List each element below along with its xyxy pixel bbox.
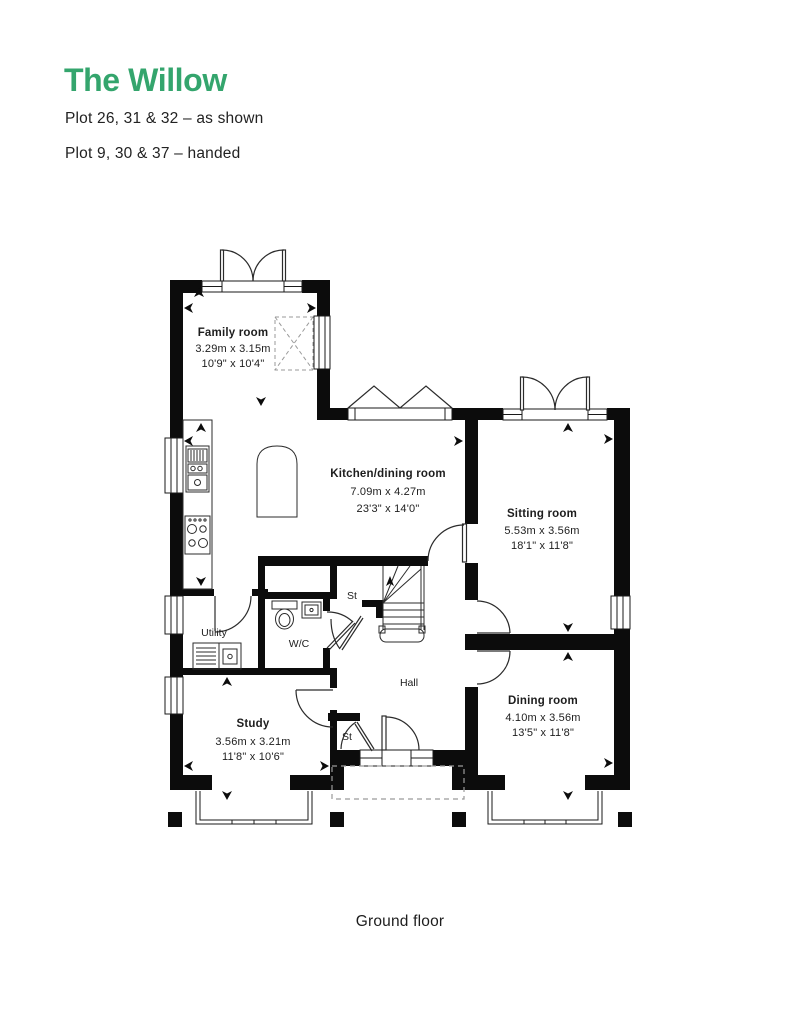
- family-room-name: Family room: [197, 327, 269, 339]
- hob: [185, 516, 210, 554]
- study-door: [296, 690, 333, 727]
- page-title: The Willow: [64, 62, 227, 98]
- store-lower-label: St: [342, 731, 352, 743]
- study-room-name: Study: [236, 718, 270, 730]
- kitchen-sink: [186, 446, 209, 492]
- basin: [302, 602, 321, 618]
- kitchen-room-name: Kitchen/dining room: [330, 468, 446, 480]
- skylight: [275, 317, 313, 370]
- kitchen-room-metric: 7.09m x 4.27m: [350, 486, 426, 498]
- left-wall-window-utility: [165, 596, 183, 634]
- porch: [168, 766, 632, 827]
- kitchen-island: [257, 446, 297, 517]
- family-french-doors: [221, 250, 286, 281]
- sitting-door: [477, 601, 510, 633]
- right-wall-window-sitting: [611, 596, 630, 629]
- bifold-door-zigzag: [348, 386, 452, 408]
- dining-room-imperial: 13'5" x 11'8": [511, 727, 575, 739]
- study-room-metric: 3.56m x 3.21m: [215, 736, 291, 748]
- utility-label: Utility: [201, 627, 227, 639]
- dining-room-name: Dining room: [508, 695, 578, 707]
- doors: [215, 250, 590, 751]
- family-room-metric: 3.29m x 3.15m: [195, 343, 271, 355]
- kitchen-door: [428, 524, 467, 562]
- front-door-panel: [360, 750, 433, 766]
- stairs: [379, 566, 425, 642]
- utility-sink: [193, 643, 241, 669]
- porch-pillar: [168, 812, 182, 827]
- wc-label: W/C: [288, 638, 310, 650]
- store-upper-door: [331, 616, 363, 650]
- porch-canopy-outline: [332, 766, 464, 799]
- sitting-room-name: Sitting room: [506, 508, 578, 520]
- family-room-imperial: 10'9" x 10'4": [201, 358, 265, 370]
- study-room-imperial: 11'8" x 10'6": [221, 751, 285, 763]
- plots-as-shown-line: Plot 26, 31 & 32 – as shown: [65, 110, 264, 127]
- front-door: [382, 716, 419, 750]
- kitchen-room-imperial: 23'3" x 14'0": [356, 503, 420, 515]
- dining-room-metric: 4.10m x 3.56m: [505, 712, 581, 724]
- bifold-door-panel: [348, 408, 452, 420]
- porch-pillar: [618, 812, 632, 827]
- hall-label: Hall: [399, 677, 419, 689]
- family-side-window: [314, 316, 330, 369]
- sitting-glazed-wall: [503, 409, 607, 420]
- porch-pillar: [452, 812, 466, 827]
- study-bay-window: [196, 791, 312, 824]
- bay-windows: [196, 791, 602, 824]
- floor-name: Ground floor: [355, 913, 445, 930]
- sitting-french-doors: [521, 377, 590, 410]
- left-wall-window-kitchen: [165, 438, 183, 493]
- plots-handed-line: Plot 9, 30 & 37 – handed: [65, 145, 241, 162]
- dining-bay-window: [488, 791, 602, 824]
- sitting-room-imperial: 18'1" x 11'8": [510, 540, 574, 552]
- family-glazed-wall: [202, 281, 302, 292]
- left-wall-window-study: [165, 677, 183, 714]
- store-upper-label: St: [347, 590, 357, 602]
- sitting-room-metric: 5.53m x 3.56m: [504, 525, 580, 537]
- dining-door: [477, 651, 510, 684]
- toilet: [272, 601, 297, 629]
- kitchen-counter: [183, 420, 212, 589]
- porch-pillar: [330, 812, 344, 827]
